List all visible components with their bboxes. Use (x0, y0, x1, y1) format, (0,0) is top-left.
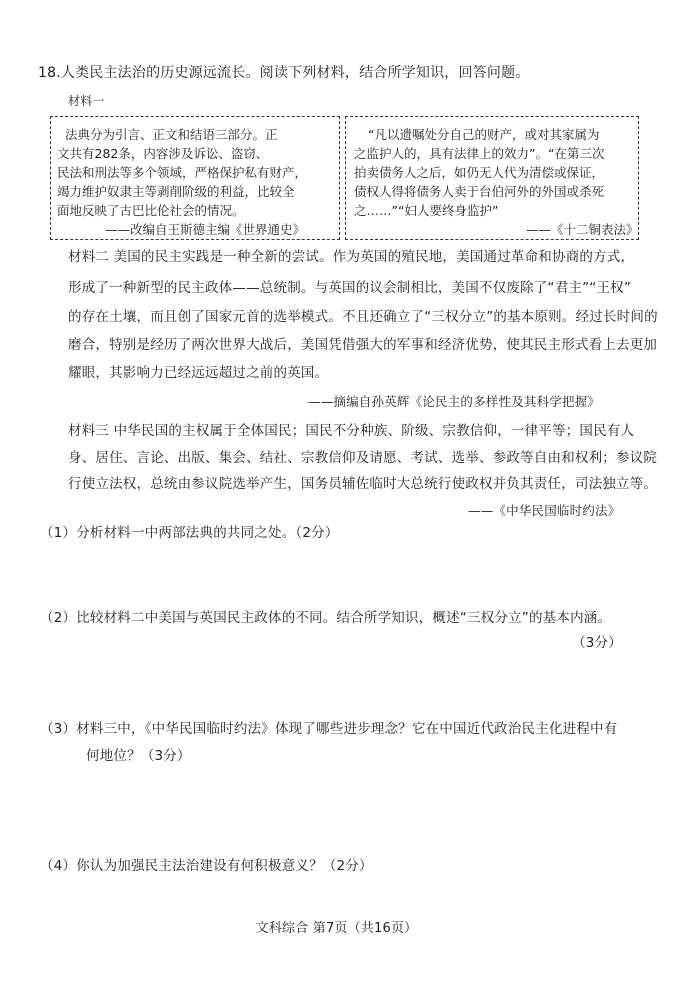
material2-line: 形成了一种新型的民主政体——总统制。与英国的议会制相比，美国不仅废除了“君主”“王权” (68, 280, 632, 296)
box-line: 面地反映了古巴比伦社会的情况。 (57, 203, 245, 218)
material2-line: 耀眼，其影响力已经远远超过之前的英国。 (68, 365, 329, 381)
material2-line: 磨合，特别是经历了两次世界大战后，美国凭借强大的军事和经济优势，使其民主形式看上去更加 (68, 337, 658, 353)
page-footer: 文科综合 第7页（共16页） (255, 921, 418, 936)
material1-right-box (345, 116, 639, 240)
box-line: 之……”“妇人要终身监护” (354, 203, 499, 218)
box-line: 拍卖债务人之后，如仍无人代为清偿或保证， (354, 165, 605, 180)
material3-line: 身、居住、言论、出版、集会、结社、宗教信仰及请愿、考试、选举、参政等自由和权利；参议院 (68, 450, 658, 466)
material2-line: 的存在土壤，而且创了国家元首的选举模式。不且还确立了“三权分立”的基本原则。经过长时间的 (68, 309, 658, 325)
box-line: 债权人得将债务人卖于台伯河外的外国或杀死 (354, 184, 605, 199)
subquestion-3: （3）材料三中，《中华民国临时约法》体现了哪些进步理念？它在中国近代政治民主化进程中有 (40, 721, 618, 737)
box-line: 竭力维护奴隶主等剥削阶级的利益，比较全 (57, 184, 295, 199)
box-line: 法典分为引言、正文和结语三部分。正 (65, 127, 278, 142)
material3-line: 材料三 中华民国的主权属于全体国民；国民不分种族、阶级、宗教信仰，一律平等；国民有人 (68, 423, 635, 439)
box-line: “凡以遗嘱处分自己的财产，或对其家属为 (368, 127, 600, 142)
material1-right-source: ——《十二铜表法》 (526, 222, 639, 237)
question-title: 18.人类民主法治的历史源远流长。阅读下列材料，结合所学知识，回答问题。 (38, 65, 530, 81)
subquestion-2: （2）比较材料二中美国与英国民主政体的不同。结合所学知识，概述“三权分立”的基本内涵。 (40, 610, 612, 626)
subquestion-2-points: （3分） (572, 635, 622, 651)
material1-left-box (50, 116, 340, 240)
material3-line: 行使立法权，总统由参议院选举产生，国务员辅佐临时大总统行使政权并负其责任，司法独立等。 (68, 476, 658, 492)
material2-line: 材料二 美国的民主实践是一种全新的尝试。作为英国的殖民地，美国通过革命和协商的方式， (68, 249, 635, 265)
subquestion-1: （1）分析材料一中两部法典的共同之处。（2分） (40, 525, 339, 541)
material1-left-source: ——改编自王斯德主编《世界通史》 (105, 222, 306, 237)
material3-source: ——《中华民国临时约法》 (468, 503, 621, 518)
box-line: 之监护人的，具有法律上的效力”。“在第三次 (354, 146, 605, 161)
subquestion-3-cont: 何地位？（3分） (86, 748, 191, 764)
box-line: 文共有282条，内容涉及诉讼、盗窃、 (57, 146, 269, 161)
material2-source: ——摘编自孙英辉《论民主的多样性及其科学把握》 (308, 394, 601, 409)
box-line: 民法和刑法等多个领域，严格保护私有财产， (57, 165, 308, 180)
subquestion-4: （4）你认为加强民主法治建设有何积极意义？（2分） (40, 858, 373, 874)
material1-label: 材料一 (68, 94, 105, 108)
